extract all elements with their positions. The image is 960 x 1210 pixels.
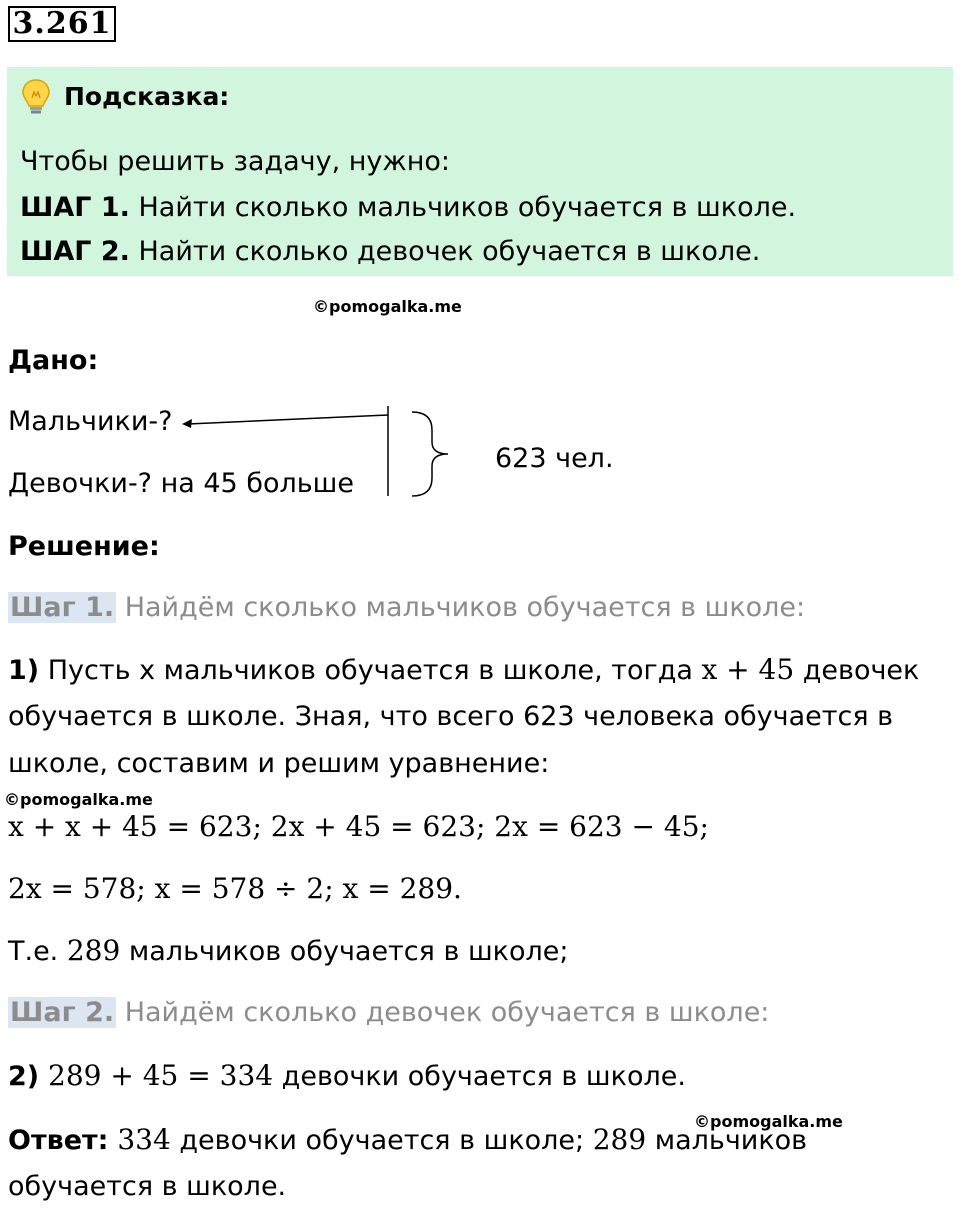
paragraph-1-line-2: обучается в школе. Зная, что всего 623 человека обучается в [8,701,894,732]
given-diagram [170,400,470,510]
step-2-heading [8,994,769,1032]
result-1 [8,932,568,971]
paragraph-1-text-b: девочек [794,655,920,686]
answer-text-1: девочки обучается в школе; [170,1125,593,1156]
paragraph-1-expr: x + 45 [701,653,795,686]
answer-label: Ответ: [8,1125,109,1156]
watermark: ©pomogalka.me [313,297,462,316]
hint-step-1-text: Найти сколько мальчиков обучается в школе. [129,192,797,223]
equation-1: x + x + 45 = 623; 2x + 45 = 623; 2x = 623 − 45; [8,810,709,843]
paragraph-1-line-1 [8,651,919,690]
arrow-head [182,419,192,428]
arrow-line [188,415,388,424]
hint-title-text: Подсказка: [64,82,230,111]
solution-title: Решение: [8,531,160,562]
paragraph-1-text-a: Пусть х мальчиков обучается в школе, тогда [39,655,702,686]
equation-2: 2x = 578; x = 578 ÷ 2; x = 289. [8,872,462,905]
answer-text-2: мальчиков [646,1125,808,1156]
result-1-suffix: мальчиков обучается в школе; [120,936,569,967]
hint-title [20,78,229,116]
step-1-text: Найдём сколько мальчиков обучается в школе: [116,592,806,623]
hint-step-1 [20,189,796,227]
result-1-prefix: Т.е. [8,936,67,967]
task-number: 3.261 [8,6,116,42]
result-1-value: 289 [66,934,121,967]
hint-step-2 [20,233,760,271]
paragraph-2-expr: 289 + 45 = 334 [39,1059,274,1092]
paragraph-2-number: 2) [8,1061,40,1092]
hint-intro: Чтобы решить задачу, нужно: [20,146,450,177]
answer-value-2: 289 [592,1123,647,1156]
lightbulb-icon [20,78,52,116]
hint-step-1-label: ШАГ 1. [20,192,130,223]
answer-line-1 [8,1121,807,1160]
given-boys: Мальчики-? [8,406,173,437]
answer-line-2: обучается в школе. [8,1171,287,1202]
watermark-3: ©pomogalka.me [694,1112,843,1131]
paragraph-2 [8,1057,686,1096]
watermark-2: ©pomogalka.me [4,790,153,809]
hint-step-2-text: Найти сколько девочек обучается в школе. [129,236,761,267]
hint-step-2-label: ШАГ 2. [20,236,130,267]
answer-value-1: 334 [108,1123,171,1156]
given-title: Дано: [8,345,99,376]
step-2-label: Шаг 2. [10,997,115,1028]
paragraph-2-text: девочки обучается в школе. [273,1061,686,1092]
given-girls: Девочки-? на 45 больше [8,468,354,499]
step-2-text: Найдём сколько девочек обучается в школе: [116,997,770,1028]
paragraph-1-line-3: школе, составим и решим уравнение: [8,748,550,779]
paragraph-1-number: 1) [8,655,40,686]
curly-brace [412,412,448,496]
given-total: 623 чел. [495,443,614,474]
step-1-heading [8,589,805,627]
step-1-label: Шаг 1. [10,592,115,623]
